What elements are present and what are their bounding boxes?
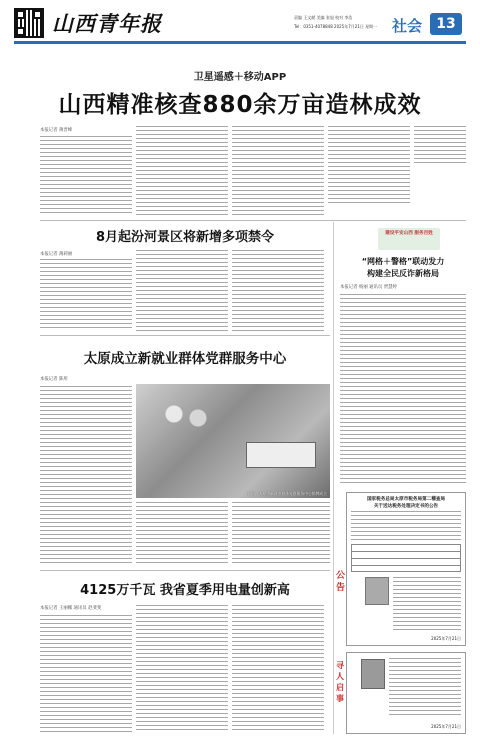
story2-headline: 8月起汾河景区将新增多项禁令 bbox=[95, 230, 275, 245]
notice-person-photo bbox=[365, 577, 389, 605]
story3-divider bbox=[40, 570, 330, 571]
notice-date: 2025年7月21日 bbox=[431, 636, 461, 641]
sidebar-byline: 本报记者 杨丽 通讯员 贾慧婷 bbox=[340, 285, 397, 290]
story3-body-col1 bbox=[40, 386, 132, 566]
section-name: 社会 bbox=[392, 17, 423, 35]
lead-story-body-col1 bbox=[40, 136, 132, 216]
photo-sign-board bbox=[246, 442, 316, 468]
story2-byline: 本报记者 薄莉丽 bbox=[40, 252, 73, 257]
lead-story-divider bbox=[40, 220, 466, 221]
notice-title-line2: 关于送达税务处理决定书的公告 bbox=[373, 504, 439, 509]
lost-person-side-label: 寻人启事 bbox=[336, 661, 344, 703]
lead-story-body-col2 bbox=[136, 126, 228, 216]
masthead-rule bbox=[14, 41, 466, 44]
story4-headline: 4125万千瓦 我省夏季用电量创新高 bbox=[80, 583, 290, 598]
page-number-badge bbox=[430, 13, 462, 35]
story4-byline: 本报记者 王丽娜 通讯员 赵斐斐 bbox=[40, 606, 102, 611]
story2-body-col3 bbox=[232, 250, 324, 331]
story2-body-col2 bbox=[136, 250, 228, 331]
story3-byline: 本报记者 陈彤 bbox=[40, 377, 68, 382]
lead-story-body-col4 bbox=[328, 126, 410, 206]
notice-box bbox=[346, 492, 466, 646]
right-column-separator bbox=[333, 222, 334, 734]
masthead-date: Tel：0351-4078848 2025年7月21日 星期一 bbox=[294, 24, 378, 29]
sidebar-headline-line2: 构建全民反诈新格局 bbox=[367, 269, 439, 278]
story2-body-col1 bbox=[40, 259, 132, 331]
lead-story-headline: 山西精准核查880余万亩造林成效 bbox=[58, 92, 422, 118]
lead-story-body-col3 bbox=[232, 126, 324, 216]
notice-side-label: 公告 bbox=[336, 571, 346, 593]
notice-table bbox=[351, 544, 461, 572]
lost-person-body bbox=[389, 658, 461, 718]
lost-person-date: 2025年7月21日 bbox=[431, 724, 461, 729]
lost-person-photo bbox=[361, 659, 385, 689]
sidebar-body bbox=[340, 294, 466, 484]
photo-figures bbox=[156, 398, 216, 478]
page-number: 13 bbox=[436, 16, 456, 32]
lost-person-box bbox=[346, 652, 466, 734]
notice-title-line1: 国家税务总局太原市税务局第二稽查局 bbox=[366, 497, 446, 502]
sidebar-headline-line1: “网格＋警格”联动发力 bbox=[361, 257, 445, 266]
lead-story-byline: 本报记者 薄晋峰 bbox=[40, 128, 73, 133]
news-photo bbox=[136, 384, 330, 498]
notice-body bbox=[351, 511, 461, 541]
story4-body-col2 bbox=[136, 605, 228, 733]
story4-body-col1 bbox=[40, 615, 132, 733]
masthead-editors: 责编 王文献 美编 张旭 校对 李浩 bbox=[294, 15, 353, 20]
story2-divider bbox=[40, 335, 330, 336]
lead-story-body-col5 bbox=[414, 126, 466, 166]
story4-body-col3 bbox=[232, 605, 324, 733]
sidebar-tag-text: 建设平安山西 服务百姓 bbox=[385, 231, 433, 236]
lead-story-kicker: 卫星遥感＋移动APP bbox=[193, 72, 287, 83]
photo-caption-overlay: 日前，太原市新就业群体党群服务中心揭牌成立 bbox=[247, 491, 327, 496]
sidebar-tag bbox=[378, 228, 440, 250]
story3-body-col3 bbox=[232, 502, 330, 566]
story3-headline: 太原成立新就业群体党群服务中心 bbox=[83, 351, 287, 367]
story3-body-col2 bbox=[136, 502, 228, 566]
newspaper-logo: 山西青年报 bbox=[52, 11, 162, 36]
qr-code-icon bbox=[14, 8, 44, 38]
notice-body-2 bbox=[393, 577, 461, 633]
masthead bbox=[0, 0, 480, 60]
